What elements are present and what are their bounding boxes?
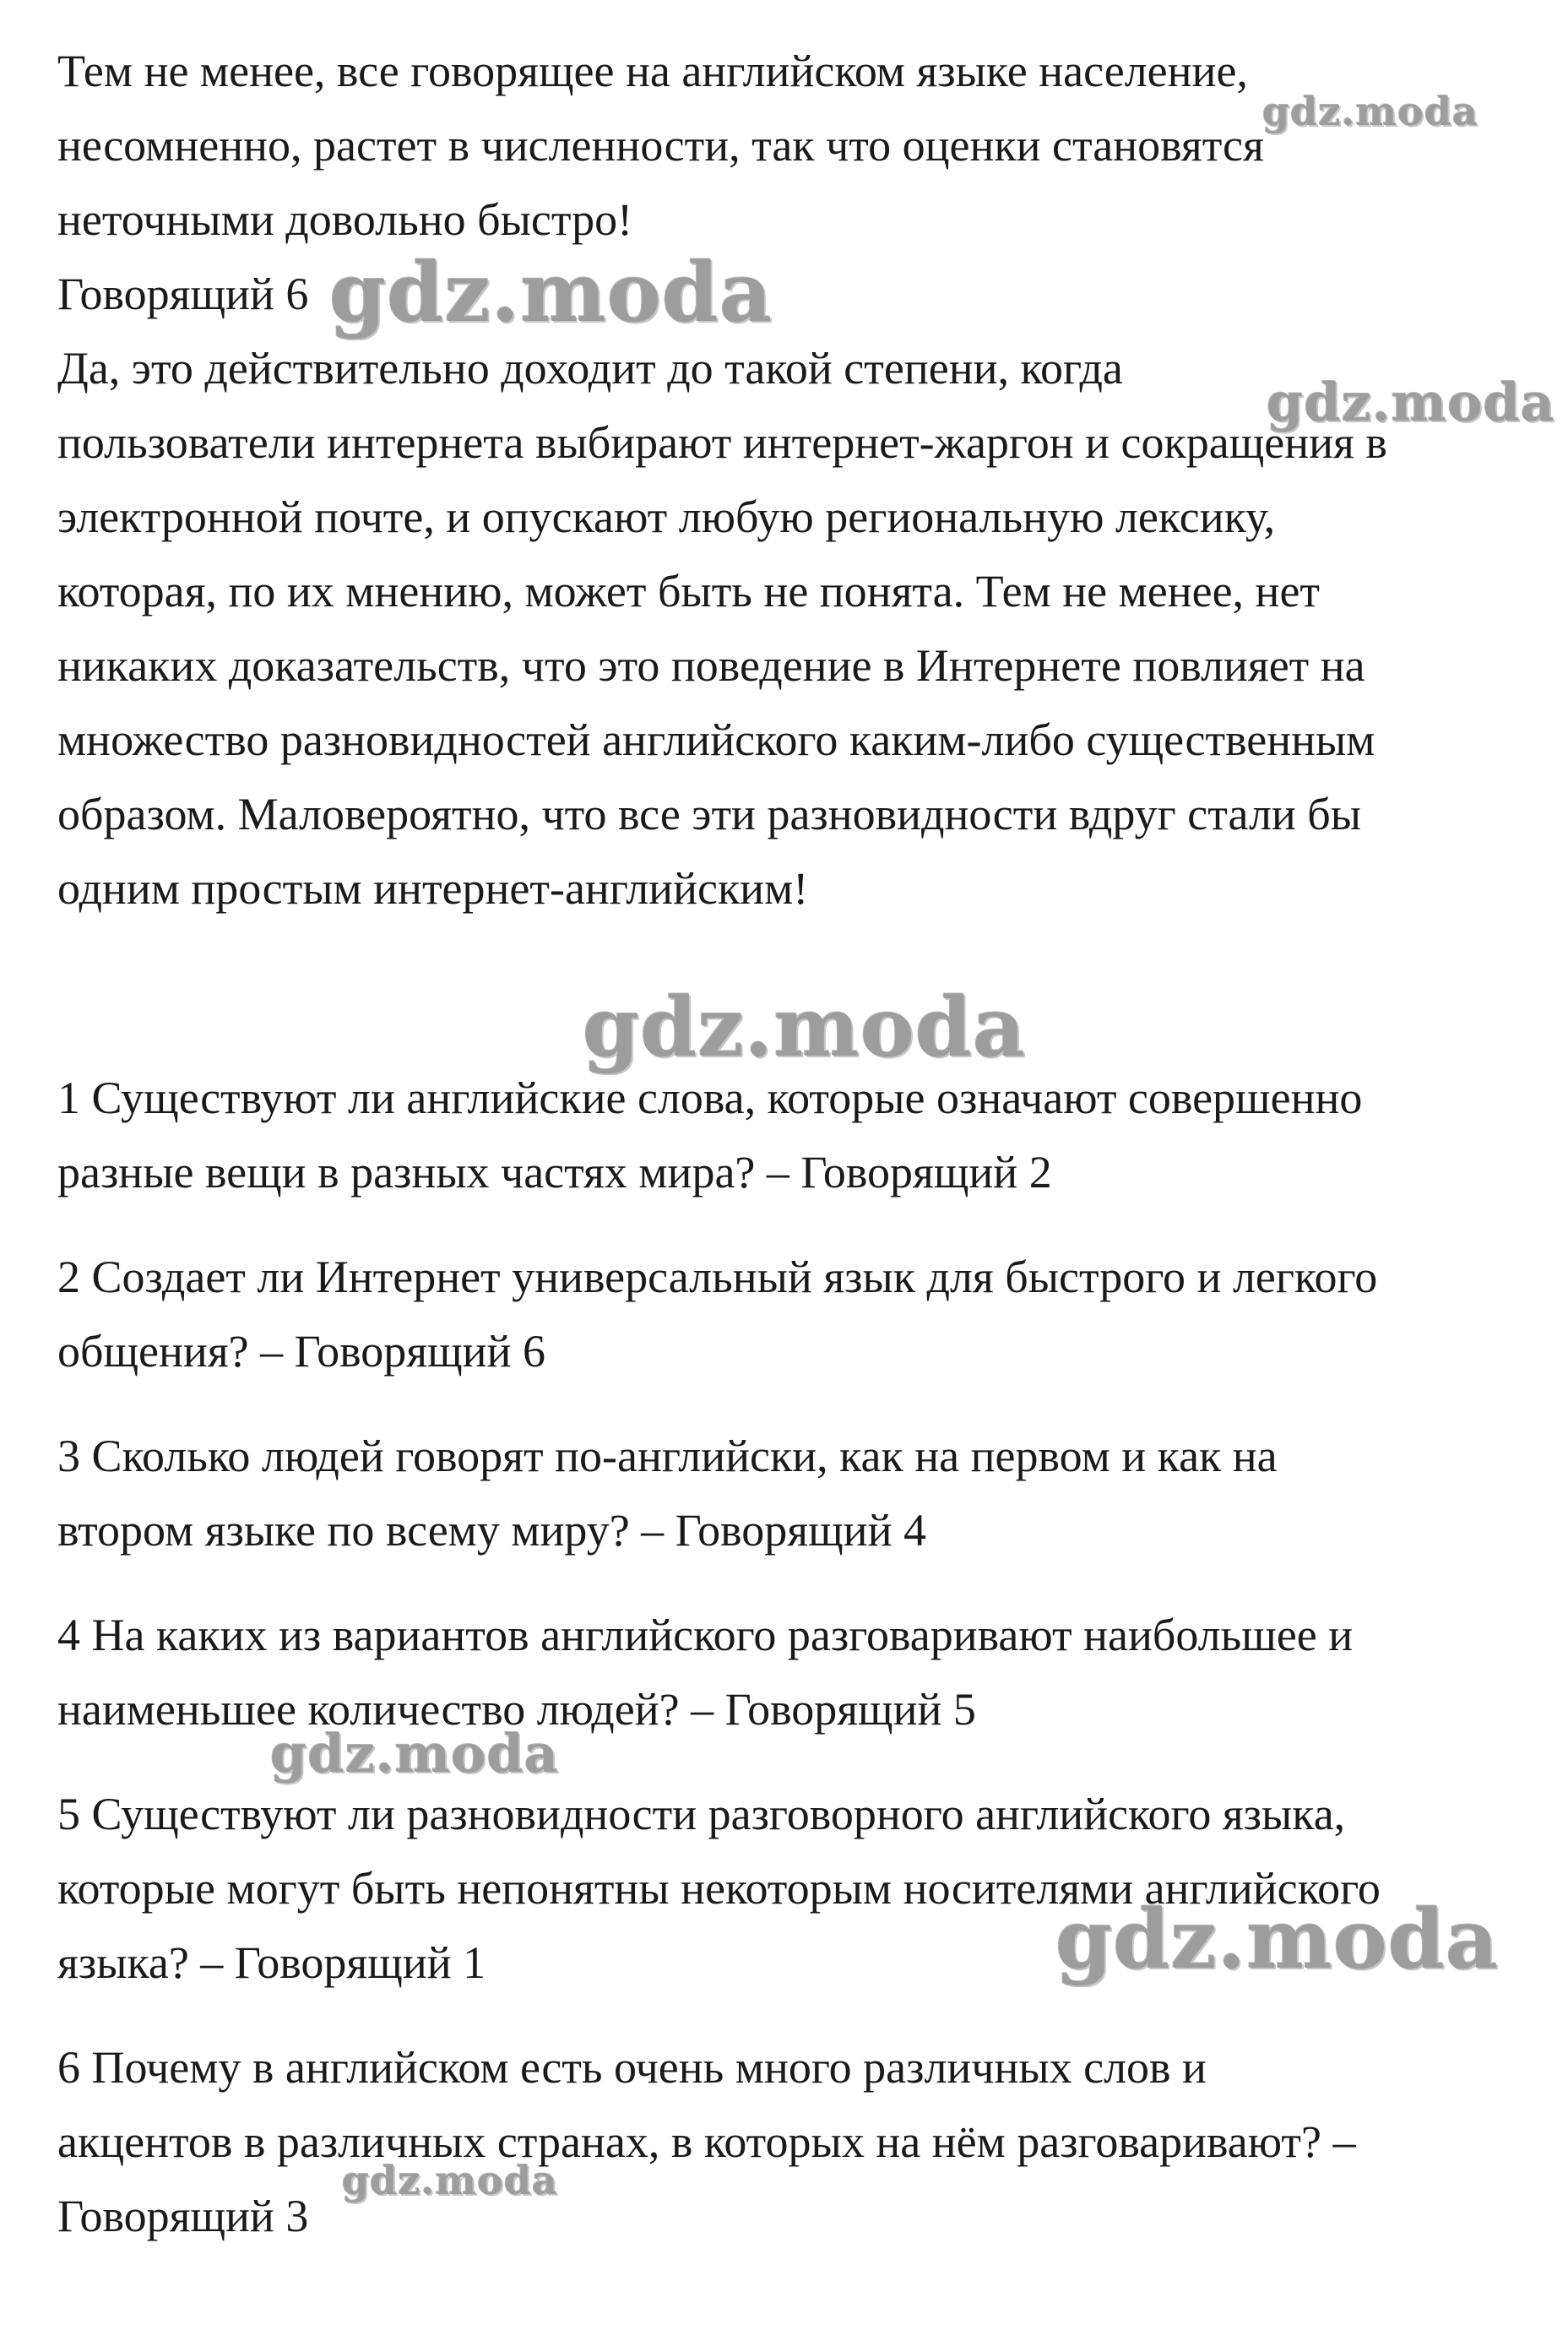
text-line: 3 Сколько людей говорят по-английски, как на первом и как на [57,1431,1278,1481]
watermark-logo: gdz.moda [1267,372,1555,433]
watermark-logo: gdz.moda [1055,1892,1500,1987]
text-line: одним простым интернет-английским! [57,863,809,914]
text-line: Тем не менее, все говорящее на английском языке население, [57,46,1248,96]
watermark-logo: gdz.moda [270,1723,559,1784]
text-line: пользователи интернета выбирают интернет-жаргон и сокращения в [57,417,1387,468]
watermark-logo: gdz.moda [342,2158,558,2203]
watermark-logo: gdz.moda [329,245,773,340]
text-line: 4 На каких из вариантов английского разговаривают наибольшее и [57,1610,1354,1660]
text-line: множество разновидностей английского каким-либо существенным [57,714,1375,765]
text-line: 6 Почему в английском есть очень много различных слов и [57,2042,1207,2093]
text-line: языка? – Говорящий 1 [57,1937,486,1988]
text-line: неточными довольно быстро! [57,194,633,245]
text-line: несомненно, растет в численности, так что оценки становятся [57,120,1264,171]
text-line: втором языке по всему миру? – Говорящий 4 [57,1505,926,1556]
paragraph-intro [57,34,1527,257]
text-line: электронной почте, и опускают любую региональную лексику, [57,492,1276,542]
watermark-logo: gdz.moda [1262,89,1478,134]
text-line: никаких доказательств, что это поведение в Интернете повлияет на [57,640,1365,691]
answer-item-3 [57,1419,1527,1567]
text-line: образом. Маловероятно, что все эти разновидности вдруг стали бы [57,789,1362,839]
text-line: Говорящий 3 [57,2191,309,2241]
text-line: 1 Существуют ли английские слова, которые означают совершенно [57,1073,1363,1123]
text-line: которая, по их мнению, может быть не понята. Тем не менее, нет [57,566,1321,616]
answer-item-6 [57,2030,1527,2253]
answer-item-2 [57,1240,1527,1388]
answer-item-1 [57,1061,1527,1209]
text-line: Говорящий 6 [57,269,309,319]
watermark-logo: gdz.moda [583,980,1027,1075]
text-line: разные вещи в разных частях мира? – Говорящий 2 [57,1147,1052,1198]
text-line: 5 Существуют ли разновидности разговорного английского языка, [57,1789,1346,1839]
speaker-label [57,257,1527,331]
text-line: 2 Создает ли Интернет универсальный язык для быстрого и легкого [57,1252,1378,1302]
text-line: наименьшее количество людей? – Говорящий 5 [57,1684,976,1735]
text-line: акцентов в различных странах, в которых на нём разговаривают? – [57,2116,1356,2167]
text-line: которые могут быть непонятны некоторым носителями английского [57,1863,1381,1914]
text-line: общения? – Говорящий 6 [57,1326,545,1377]
text-line: Да, это действительно доходит до такой степени, когда [57,343,1123,394]
